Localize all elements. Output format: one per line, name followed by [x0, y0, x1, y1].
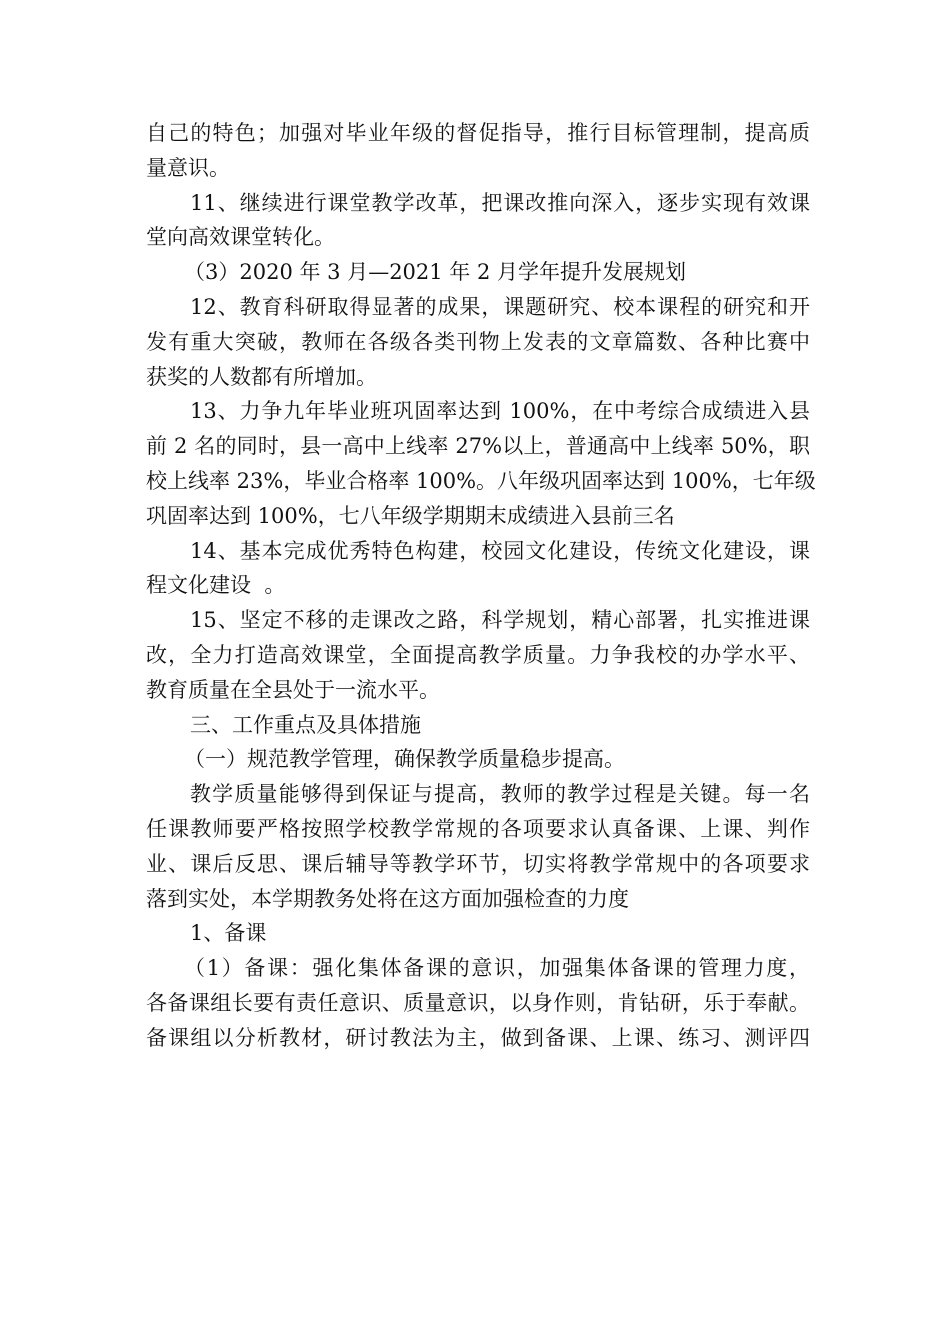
text-line: 14、基本完成优秀特色构建，校园文化建设，传统文化建设，课: [190, 538, 810, 563]
document-body: [146, 116, 816, 1056]
text-line: 校上线率 23%，毕业合格率 100%。八年级巩固率达到 100%，七年级: [146, 468, 816, 493]
subsection-heading: （一）规范教学管理，确保教学质量稳步提高。: [184, 747, 625, 772]
text-line: 程文化建设 。: [146, 573, 286, 598]
text-line: 教学质量能够得到保证与提高，教师的教学过程是关键。每一名: [190, 782, 810, 807]
text-line: 自己的特色；加强对毕业年级的督促指导，推行目标管理制，提高质: [146, 121, 810, 145]
section-heading: 三、工作重点及具体措施: [190, 712, 421, 737]
section-heading: （3）2020 年 3 月—2021 年 2 月学年提升发展规划: [184, 260, 687, 285]
text-line: 12、教育科研取得显著的成果，课题研究、校本课程的研究和开: [190, 294, 810, 319]
text-line: 前 2 名的同时，县一高中上线率 27%以上，普通高中上线率 50%，职: [146, 434, 810, 459]
subsection-heading: 1、备课: [190, 921, 267, 946]
text-line: 量意识。: [146, 155, 230, 180]
text-line: 发有重大突破，教师在各级各类刊物上发表的文章篇数、各种比赛中: [146, 329, 810, 354]
text-line: 13、力争九年毕业班巩固率达到 100%，在中考综合成绩进入县: [190, 399, 810, 424]
text-line: 备课组以分析教材，研讨教法为主，做到备课、上课、练习、测评四: [146, 1025, 810, 1050]
text-line: 任课教师要严格按照学校教学常规的各项要求认真备课、上课、判作: [146, 816, 810, 841]
text-line: 业、课后反思、课后辅导等教学环节，切实将教学常规中的各项要求: [146, 851, 810, 876]
text-line: 获奖的人数都有所增加。: [146, 364, 377, 389]
text-line: 巩固率达到 100%，七八年级学期期末成绩进入县前三名: [146, 503, 675, 528]
text-line: （1）备课：强化集体备课的意识，加强集体备课的管理力度，: [184, 956, 810, 981]
text-line: 堂向高效课堂转化。: [146, 225, 335, 250]
text-line: 落到实处，本学期教务处将在这方面加强检查的力度: [146, 886, 629, 911]
text-line: 改，全力打造高效课堂，全面提高教学质量。力争我校的办学水平、: [146, 642, 810, 667]
text-line: 11、继续进行课堂教学改革，把课改推向深入，逐步实现有效课: [190, 190, 810, 215]
text-line: 各备课组长要有责任意识、质量意识，以身作则，肯钻研，乐于奉献。: [146, 990, 810, 1015]
text-line: 15、坚定不移的走课改之路，科学规划，精心部署，扎实推进课: [190, 608, 810, 633]
text-line: 教育质量在全县处于一流水平。: [146, 677, 440, 702]
